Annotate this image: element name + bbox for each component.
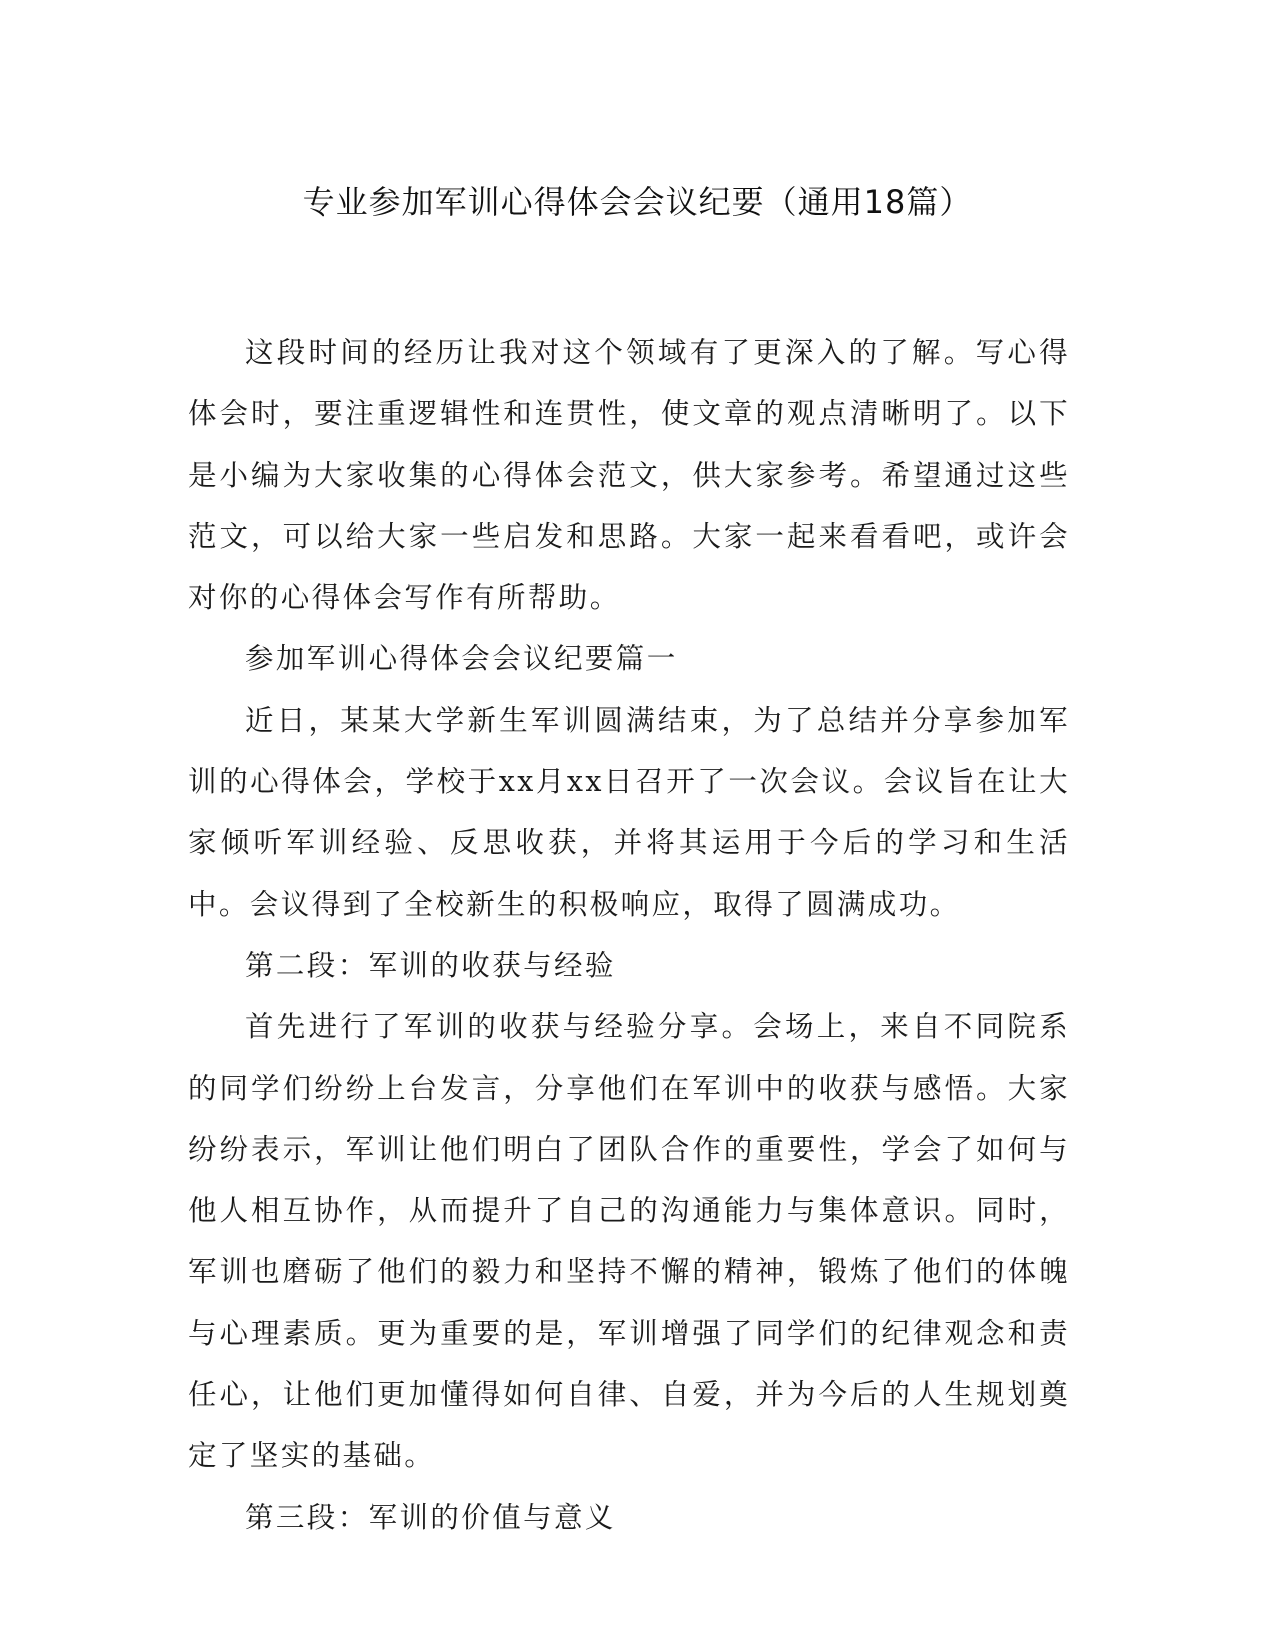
document-body bbox=[188, 322, 1070, 1548]
body-paragraph: 首先进行了军训的收获与经验分享。会场上，来自不同院系的同学们纷纷上台发言，分享他们在军训中的收获与感悟。大家纷纷表示，军训让他们明白了团队合作的重要性，学会了如何与他人相互协作，从而提升了自己的沟通能力与集体意识。同时，军训也磨砺了他们的毅力和坚持不懈的精神，锻炼了他们的体魄与心理素质。更为重要的是，军训增强了同学们的纪律观念和责任心，让他们更加懂得如何自律、自爱，并为今后的人生规划奠定了坚实的基础。 bbox=[188, 1010, 1070, 1473]
body-paragraph: 近日，某某大学新生军训圆满结束，为了总结并分享参加军训的心得体会，学校于xx月xx日召开了一次会议。会议旨在让大家倾听军训经验、反思收获，并将其运用于今后的学习和生活中。会议得到了全校新生的积极响应，取得了圆满成功。 bbox=[188, 703, 1070, 921]
section-heading: 第二段：军训的收获与经验 bbox=[245, 948, 616, 982]
section-heading: 第三段：军训的价值与意义 bbox=[245, 1500, 616, 1534]
section-heading: 参加军训心得体会会议纪要篇一 bbox=[245, 642, 678, 676]
document-title: 专业参加军训心得体会会议纪要（通用18篇） bbox=[302, 183, 973, 221]
intro-paragraph: 这段时间的经历让我对这个领域有了更深入的了解。写心得体会时，要注重逻辑性和连贯性，使文章的观点清晰明了。以下是小编为大家收集的心得体会范文，供大家参考。希望通过这些范文，可以给大家一些启发和思路。大家一起来看看吧，或许会对你的心得体会写作有所帮助。 bbox=[188, 336, 1070, 615]
